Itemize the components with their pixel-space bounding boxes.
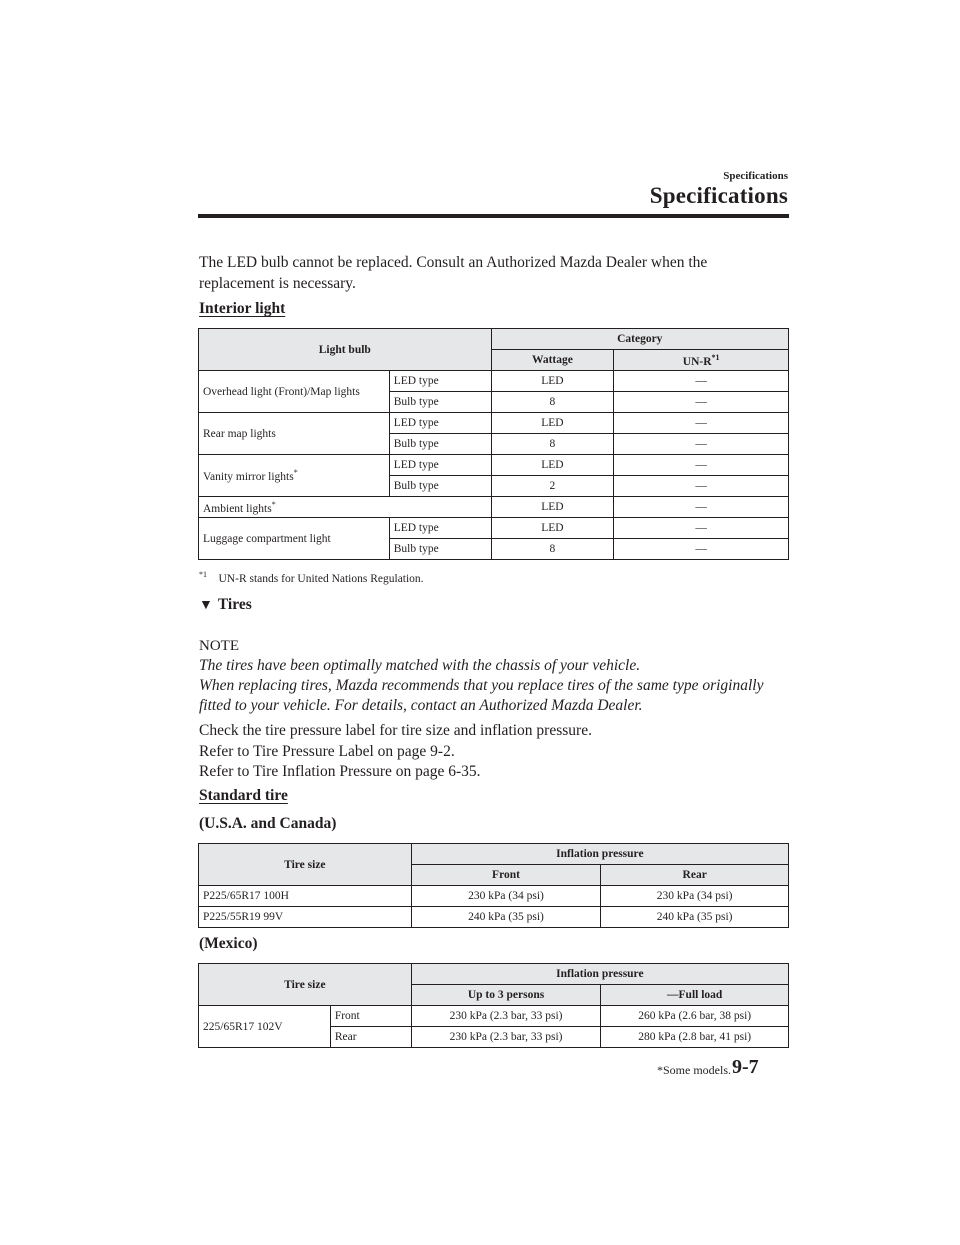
standard-tire-heading: Standard tire — [199, 787, 288, 804]
table-row — [199, 455, 789, 476]
bulb-type: LED type — [389, 413, 491, 434]
note-label: NOTE — [199, 638, 239, 654]
usa-tire-table — [198, 843, 789, 928]
wattage-value: 2 — [491, 476, 614, 497]
unr-value: — — [614, 455, 789, 476]
mexico-heading: (Mexico) — [199, 935, 258, 952]
unr-value: — — [614, 371, 789, 392]
col-light-bulb: Light bulb — [199, 329, 492, 371]
tire-size: P225/55R19 99V — [199, 907, 412, 928]
col-up-to-3: Up to 3 persons — [411, 985, 601, 1006]
intro-line-2: replacement is necessary. — [199, 275, 356, 292]
table-row — [199, 886, 789, 907]
body-line-2: Refer to Tire Pressure Label on page 9-2. — [199, 743, 455, 760]
section-label-small: Specifications — [723, 170, 788, 182]
bulb-type: LED type — [389, 371, 491, 392]
light-name: Vanity mirror lights* — [199, 455, 390, 497]
rear-pressure: 230 kPa (34 psi) — [601, 886, 789, 907]
note-line-3: fitted to your vehicle. For details, contact an Authorized Mazda Dealer. — [199, 697, 643, 714]
page-number: 9-7 — [732, 1056, 759, 1078]
unr-value: — — [614, 434, 789, 455]
wattage-value: LED — [491, 371, 614, 392]
header-rule — [198, 214, 789, 218]
table-row — [199, 371, 789, 392]
unr-value: — — [614, 476, 789, 497]
mexico-tire-table — [198, 963, 789, 1048]
col-full-load: —Full load — [601, 985, 789, 1006]
front-pressure: 230 kPa (34 psi) — [411, 886, 601, 907]
footnote: $^{*1}$ UN-R stands for United Nations Regulation. — [199, 570, 424, 585]
note-line-1: The tires have been optimally matched with the chassis of your vehicle. — [199, 657, 641, 674]
bulb-type: Bulb type — [389, 392, 491, 413]
wattage-value: 8 — [491, 392, 614, 413]
section-title: Specifications — [649, 183, 788, 208]
col-inflation: Inflation pressure — [411, 964, 788, 985]
some-models-note: *Some models. — [657, 1063, 731, 1077]
bulb-type: Bulb type — [389, 434, 491, 455]
table-row — [199, 1006, 789, 1027]
triangle-down-icon: ▼ — [199, 598, 213, 613]
col-tire-size: Tire size — [199, 844, 412, 886]
note-line-2: When replacing tires, Mazda recommends that you replace tires of the same type originally — [199, 677, 764, 694]
tire-size: P225/65R17 100H — [199, 886, 412, 907]
light-name: Overhead light (Front)/Map lights — [199, 371, 390, 413]
col-rear: Rear — [601, 865, 789, 886]
col-front: Front — [411, 865, 601, 886]
position: Rear — [330, 1027, 411, 1048]
wattage-value: LED — [491, 413, 614, 434]
interior-light-heading: Interior light — [199, 300, 286, 317]
full-load-pressure: 280 kPa (2.8 bar, 41 psi) — [601, 1027, 789, 1048]
interior-light-table — [198, 328, 789, 560]
body-line-1: Check the tire pressure label for tire size and inflation pressure. — [199, 722, 592, 739]
table-row — [199, 907, 789, 928]
position: Front — [330, 1006, 411, 1027]
light-name: Ambient lights* — [199, 497, 492, 518]
col-tire-size: Tire size — [199, 964, 412, 1006]
tires-heading: ▼ Tires — [199, 596, 252, 613]
up-to-pressure: 230 kPa (2.3 bar, 33 psi) — [411, 1006, 601, 1027]
wattage-value: LED — [491, 455, 614, 476]
front-pressure: 240 kPa (35 psi) — [411, 907, 601, 928]
wattage-value: LED — [491, 497, 614, 518]
light-name: Rear map lights — [199, 413, 390, 455]
col-wattage: Wattage — [491, 350, 614, 371]
full-load-pressure: 260 kPa (2.6 bar, 38 psi) — [601, 1006, 789, 1027]
bulb-type: LED type — [389, 455, 491, 476]
tire-size: 225/65R17 102V — [199, 1006, 331, 1048]
unr-value: — — [614, 497, 789, 518]
light-name: Luggage compartment light — [199, 518, 390, 560]
table-row — [199, 413, 789, 434]
table-row — [199, 497, 789, 518]
bulb-type: Bulb type — [389, 539, 491, 560]
unr-value: — — [614, 413, 789, 434]
table-row — [199, 518, 789, 539]
intro-line-1: The LED bulb cannot be replaced. Consult an Authorized Mazda Dealer when the — [199, 254, 708, 271]
rear-pressure: 240 kPa (35 psi) — [601, 907, 789, 928]
unr-value: — — [614, 539, 789, 560]
up-to-pressure: 230 kPa (2.3 bar, 33 psi) — [411, 1027, 601, 1048]
col-inflation: Inflation pressure — [411, 844, 788, 865]
unr-value: — — [614, 392, 789, 413]
col-category: Category — [491, 329, 788, 350]
wattage-value: 8 — [491, 539, 614, 560]
bulb-type: LED type — [389, 518, 491, 539]
wattage-value: 8 — [491, 434, 614, 455]
usa-canada-heading: (U.S.A. and Canada) — [199, 815, 337, 832]
col-unr: $UN-R^{*1}$ — [614, 350, 789, 371]
body-line-3: Refer to Tire Inflation Pressure on page 6-35. — [199, 763, 481, 780]
unr-value: — — [614, 518, 789, 539]
bulb-type: Bulb type — [389, 476, 491, 497]
wattage-value: LED — [491, 518, 614, 539]
